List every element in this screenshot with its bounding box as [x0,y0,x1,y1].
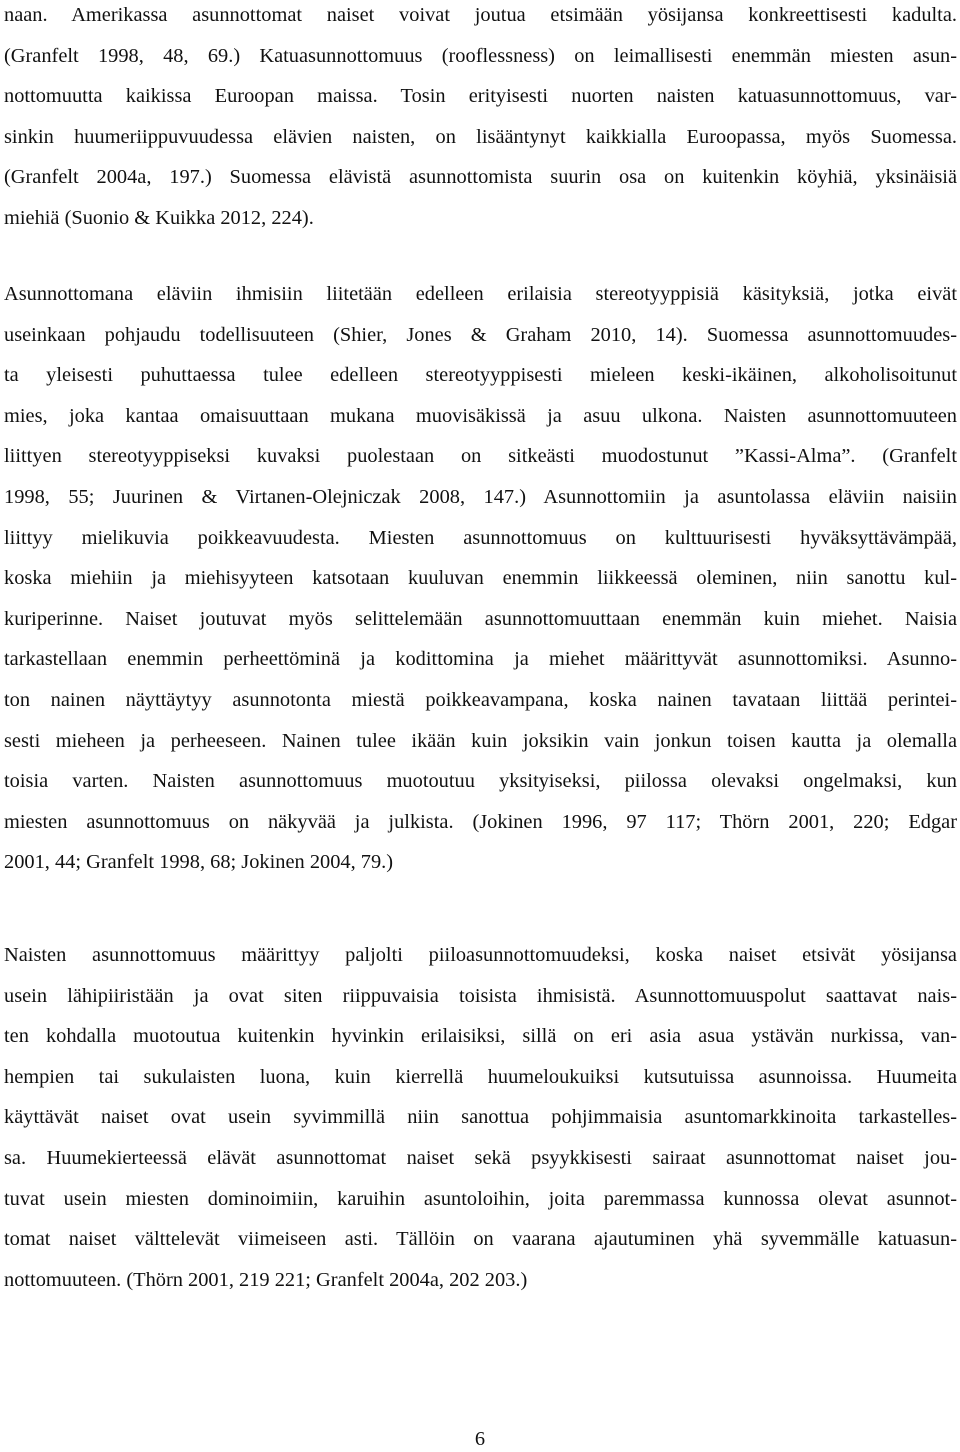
text-line: (Granfelt 2004a, 197.) Suomessa elävistä asunnottomista suurin osa on kuitenkin köyhiä, yksinäisiä [4,166,957,189]
paragraph-2 [4,274,957,883]
text-line: sa. Huumekierteessä elävät asunnottomat naiset sekä psyykkisesti sairaat asunnottomat naiset jou- [4,1146,957,1169]
text-line: Naisten asunnottomuus määrittyy paljolti piiloasunnottomuudeksi, koska naiset etsivät yösijansa [4,944,957,966]
text-line: miesten asunnottomuus on näkyvää ja julkista. (Jokinen 1996, 97 117; Thörn 2001, 220; Edgar [4,810,957,833]
text-line: naan. Amerikassa asunnottomat naiset voivat joutua etsimään yösijansa konkreettisesti kadulta. [4,4,957,26]
text-line: toisia varten. Naisten asunnottomuus muotoutuu yksityiseksi, piilossa olevaksi ongelmaksi, kun [4,770,957,793]
text-line: ten kohdalla muotoutua kuitenkin hyvinkin erilaisiksi, sillä on eri asia asua ystävän nurkissa, van- [4,1025,957,1048]
text-line: ton nainen näyttäytyy asunnotonta miestä poikkeavampana, koska nainen tavataan liittää perintei- [4,688,957,711]
text-line: käyttävät naiset ovat usein syvimmillä niin sanottua pohjimmaisia asuntomarkkinoita tarkastelles- [4,1106,957,1129]
text-line: nottomuutta kaikissa Euroopan maissa. Tosin erityisesti nuorten naisten katuasunnottomuus, var- [4,85,957,108]
text-line: 1998, 55; Juurinen & Virtanen-Olejniczak 2008, 147.) Asunnottomiin ja asuntolassa eläviin naisiin [4,485,957,508]
text-line: kuriperinne. Naiset joutuvat myös selittelemään asunnottomuuttaan enemmän kuin miehet. Naisia [4,607,957,630]
text-line: ta yleisesti puhuttaessa tulee edelleen stereotyyppisesti mieleen keski-ikäinen, alkoholisoitunut [4,364,957,387]
text-line: liittyen stereotyyppiseksi kuvaksi puolestaan on sitkeästi muodostunut ”Kassi-Alma”. (Granfelt [4,445,957,468]
text-line: useinkaan pohjaudu todellisuuteen (Shier, Jones & Graham 2010, 14). Suomessa asunnottomuudes- [4,323,957,346]
text-line: tuvat usein miesten dominoimiin, karuihin asuntoloihin, joita paremmassa kunnossa olevat asunnot- [4,1187,957,1210]
text-line: liittyy mielikuvia poikkeavuudesta. Miesten asunnottomuus on kulttuurisesti hyväksyttävämpää, [4,526,957,549]
page-number: 6 [474,1428,486,1450]
text-line: sesti mieheen ja perheeseen. Nainen tulee ikään kuin joksikin vain jonkun toisen kautta ja olemalla [4,729,957,752]
text-line: mies, joka kantaa omaisuuttaan mukana muovisäkissä ja asuu ulkona. Naisten asunnottomuuteen [4,404,957,427]
text-line: koska miehiin ja miehisyyteen katsotaan kuuluvan enemmin liikkeessä oleminen, niin sanottu kul- [4,567,957,590]
paragraph-3 [4,935,957,1300]
paragraph-1 [4,0,957,239]
text-line: usein lähipiiristään ja ovat siten riippuvaisia toisista ihmisistä. Asunnottomuuspolut saattavat nais- [4,984,957,1007]
text-line: Asunnottomana eläviin ihmisiin liitetään edelleen erilaisia stereotyyppisiä käsityksiä, jotka eivät [4,283,957,305]
text-line: 2001, 44; Granfelt 1998, 68; Jokinen 2004, 79.) [4,851,394,874]
text-line: hempien tai sukulaisten luona, kuin kierrellä huumeloukuiksi kutsutuissa asunnoissa. Huumeita [4,1065,957,1088]
text-line: tomat naiset välttelevät viimeiseen asti. Tällöin on vaarana ajautuminen yhä syvemmälle katuasun- [4,1228,957,1251]
text-line: (Granfelt 1998, 48, 69.) Katuasunnottomuus (rooflessness) on leimallisesti enemmän miesten asun- [4,44,957,67]
text-line: sinkin huumeriippuvuudessa elävien naisten, on lisääntynyt kaikkialla Euroopassa, myös Suomessa. [4,125,957,148]
text-line: tarkastellaan enemmin perheettöminä ja kodittomina ja miehet määrittyvät asunnottomiksi. Asunno- [4,648,957,671]
text-line: miehiä (Suonio & Kuikka 2012, 224). [4,206,314,229]
text-line: nottomuuteen. (Thörn 2001, 219 221; Granfelt 2004a, 202 203.) [4,1268,528,1291]
